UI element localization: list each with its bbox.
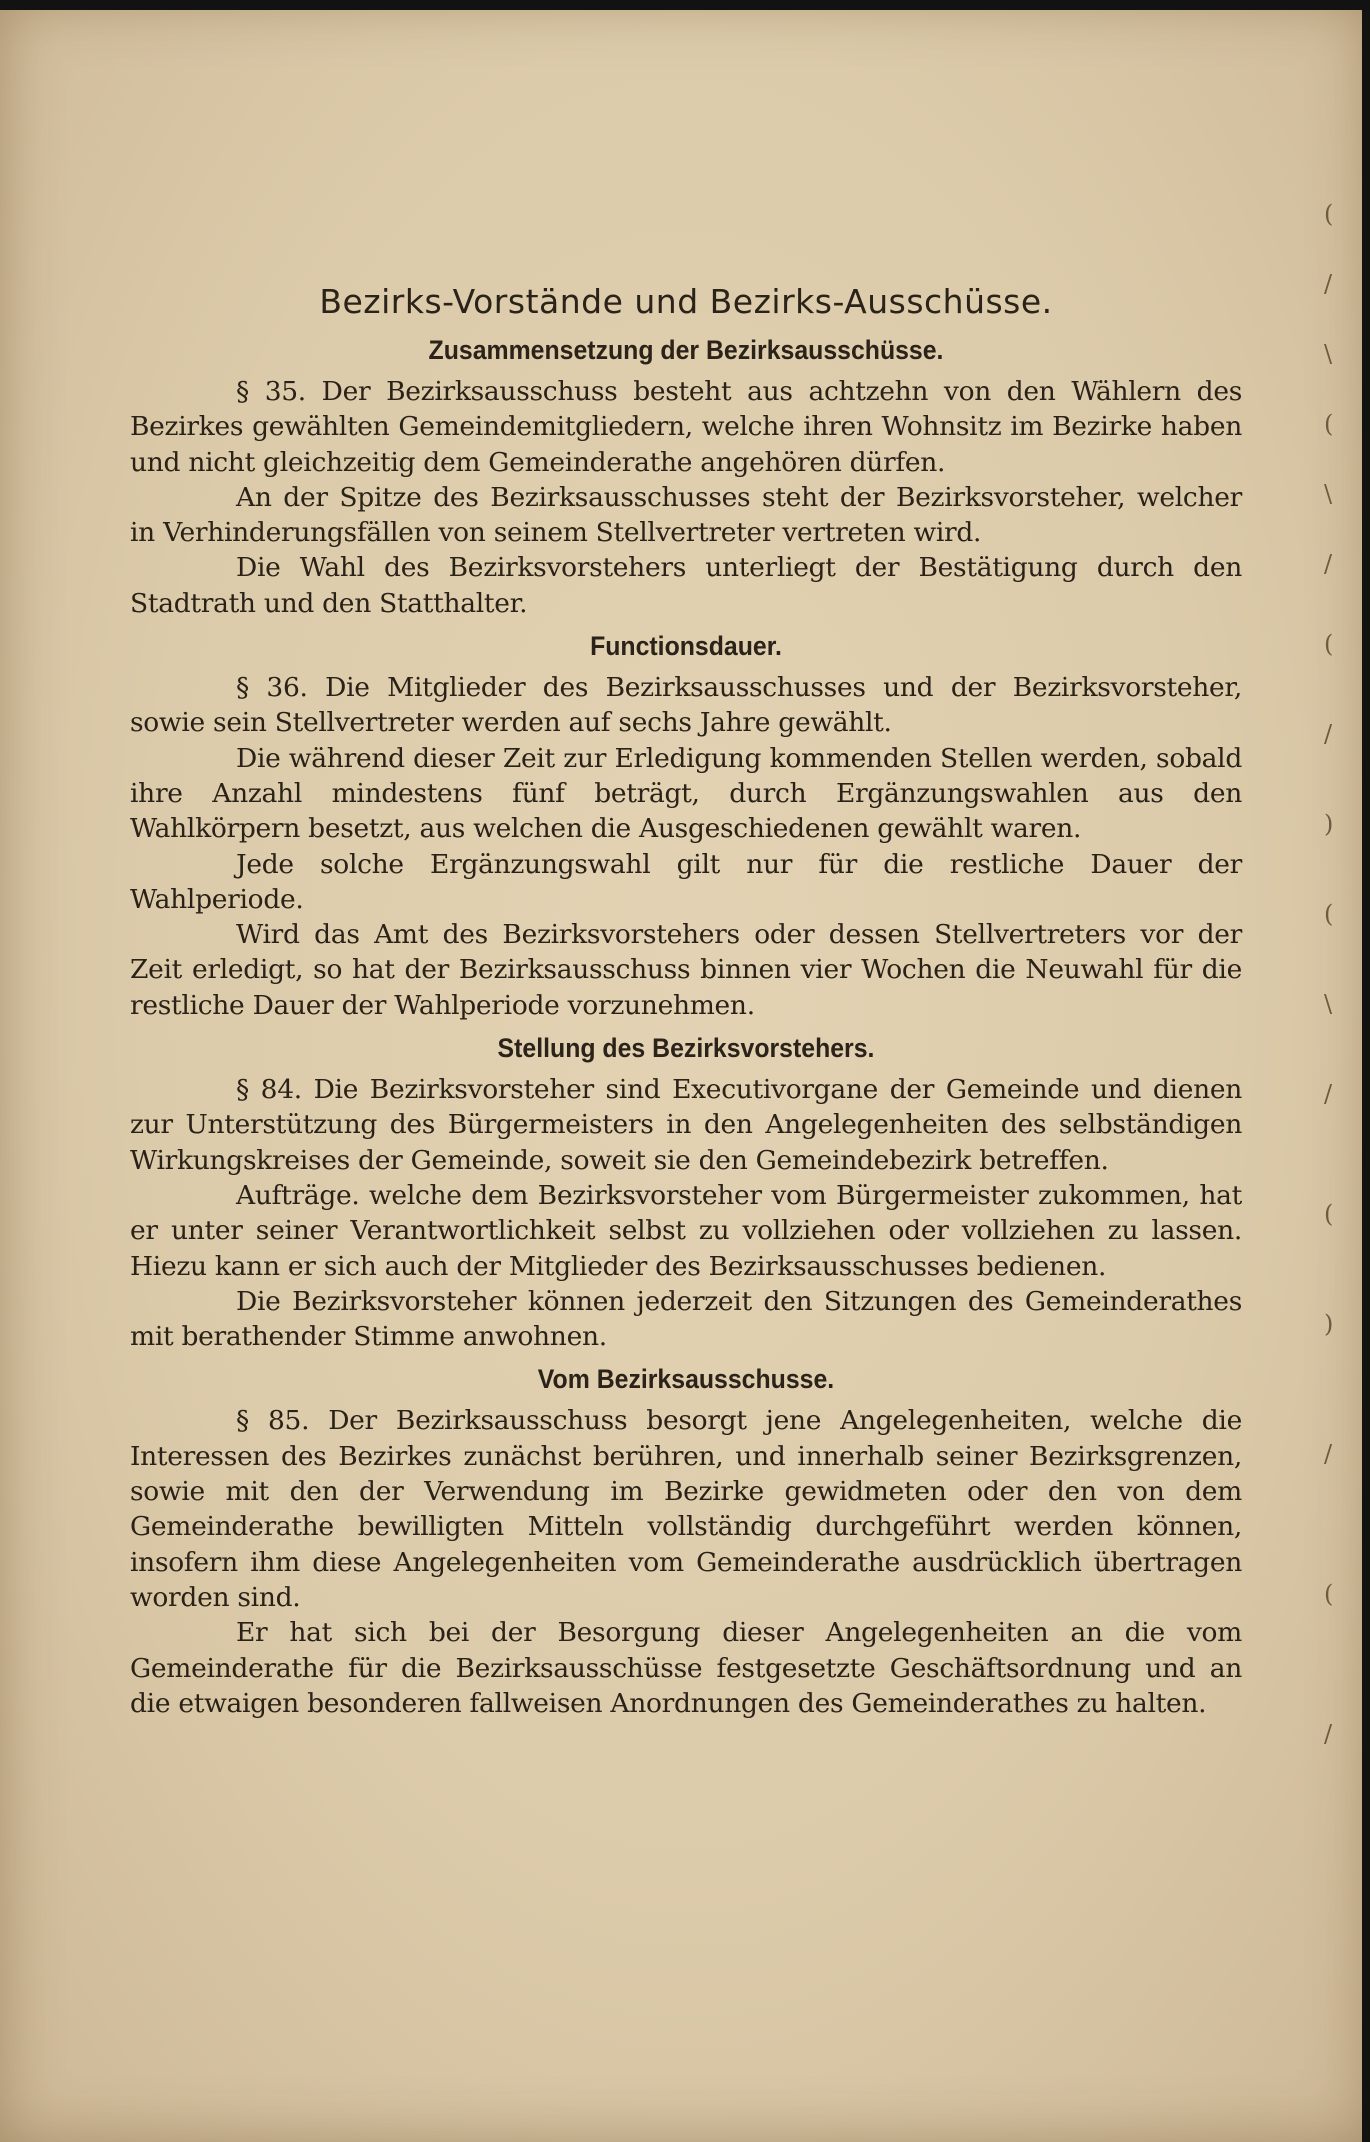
document-body [130, 282, 1242, 1721]
paragraph: Die Wahl des Bezirksvorstehers unterliegt der Bestätigung durch den Stadtrath und den Statthalter. [130, 552, 1242, 619]
paragraph: An der Spitze des Bezirksausschusses steht der Bezirksvorsteher, welcher in Verhinderungsfällen von seinem Stellvertreter vertreten wird. [130, 481, 1242, 549]
paragraph: § 35. Der Bezirksausschuss besteht aus achtzehn von den Wählern des Bezirkes gewählten Gemeindemitgliedern, welche ihren Wohnsitz im Bezirke haben und nicht gleichzeitig dem Gemeinderathe angehören dürfen. [130, 376, 1242, 478]
section-functionsdauer [130, 631, 1242, 1023]
page-title: Bezirks-Vorstände und Bezirks-Ausschüsse. [319, 282, 1053, 321]
paragraph: Er hat sich bei der Besorgung dieser Angelegenheiten an die vom Gemeinderathe für die Bezirksausschüsse festgesetzte Geschäftsordnung und an die etwaigen besonderen fallweisen Anordnungen des Gemeinderathes zu halten. [130, 1617, 1242, 1719]
paragraph: Die während dieser Zeit zur Erledigung kommenden Stellen werden, sobald ihre Anzahl mindestens fünf beträgt, durch Ergänzungswahlen aus den Wahlkörpern besetzt, aus welchen die Ausgeschiedenen gewählt waren. [130, 742, 1242, 845]
paragraph: Wird das Amt des Bezirksvorstehers oder dessen Stellvertreters vor der Zeit erledigt, so hat der Bezirksausschuss binnen vier Wochen die Neuwahl für die restliche Dauer der Wahlperiode vorzunehmen. [130, 919, 1242, 1021]
paragraph: § 85. Der Bezirksausschuss besorgt jene Angelegenheiten, welche die Interessen des Bezirkes zunächst berühren, und innerhalb seiner Bezirksgrenzen, sowie mit den der Verwendung im Bezirke gewidmeten oder den von dem Gemeinderathe bewilligten Mitteln vollständig durchgeführt werden können, insofern ihm diese Angelegenheiten vom Gemeinderathe ausdrücklich übertragen worden sind. [130, 1405, 1242, 1613]
section-heading: Zusammensetzung der Bezirksausschüsse. [428, 335, 944, 365]
section-zusammensetzung [130, 335, 1242, 621]
section-heading: Stellung des Bezirksvorstehers. [497, 1033, 875, 1064]
paragraph: § 84. Die Bezirksvorsteher sind Executivorgane der Gemeinde und dienen zur Unterstützung des Bürgermeisters in den Angelegenheiten des selbständigen Wirkungskreises der Gemeinde, soweit sie den Gemeindebezirk betreffen. [130, 1074, 1242, 1176]
section-stellung [130, 1033, 1242, 1354]
section-bezirksausschuss [130, 1364, 1242, 1721]
paragraph: Die Bezirksvorsteher können jederzeit den Sitzungen des Gemeinderathes mit berathender Stimme anwohnen. [130, 1285, 1242, 1353]
paragraph: Aufträge. welche dem Bezirksvorsteher vom Bürgermeister zukommen, hat er unter seiner Verantwortlichkeit selbst zu vollziehen oder vollziehen zu lassen. Hiezu kann er sich auch der Mitglieder des Bezirksausschusses bedienen. [130, 1179, 1242, 1282]
section-heading: Vom Bezirksausschusse. [537, 1364, 835, 1395]
margin-stitch-marks: ( / \ ( \ / ( / ) ( \ / ( ) / ( / [1324, 200, 1334, 1748]
paragraph: Jede solche Ergänzungswahl gilt nur für die restliche Dauer der Wahlperiode. [130, 848, 1242, 915]
paragraph: § 36. Die Mitglieder des Bezirksausschusses und der Bezirksvorsteher, sowie sein Stellvertreter werden auf sechs Jahre gewählt. [130, 672, 1242, 739]
section-heading: Functionsdauer. [590, 631, 782, 662]
